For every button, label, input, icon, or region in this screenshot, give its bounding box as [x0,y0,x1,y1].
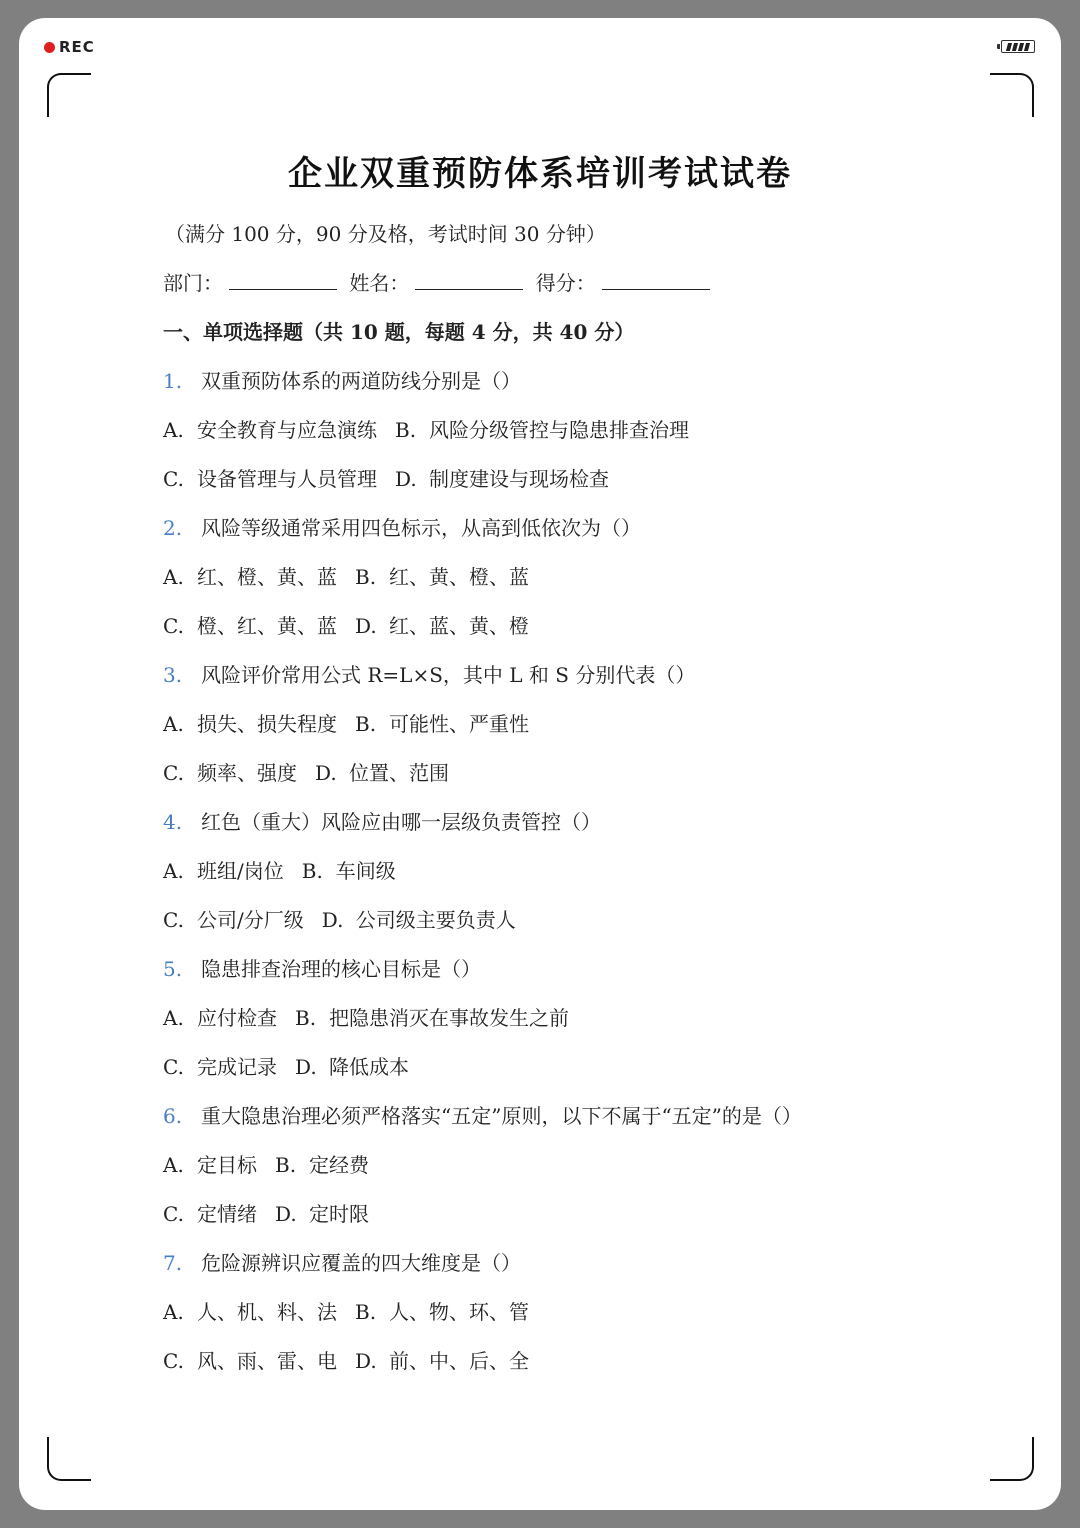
option-key: D. [355,1349,377,1373]
option-text: 人、物、环、管 [389,1300,529,1324]
option-row [163,903,1001,952]
option-text: 定经费 [309,1153,369,1177]
question [163,364,1001,413]
examinee-info [163,266,1001,315]
department-label: 部门： [163,271,223,295]
option-text: 班组/岗位 [197,859,284,883]
recording-label: REC [59,38,95,56]
exam-content [163,217,1001,1393]
option-key: A. [163,418,184,442]
option-key: A. [163,1006,184,1030]
option-key: D. [355,614,377,638]
option-text: 红、橙、黄、蓝 [197,565,337,589]
option-key: B. [355,1300,377,1324]
option-row [163,413,1001,462]
viewfinder-corner-top-right [990,73,1034,117]
option-row [163,1344,1001,1393]
question-number: 4. [163,810,183,834]
option-text: 风、雨、雷、电 [197,1349,337,1373]
option-row [163,1197,1001,1246]
option-key: B. [395,418,417,442]
viewfinder-corner-bottom-right [990,1437,1034,1481]
question-number: 2. [163,516,183,540]
question [163,952,1001,1001]
option-key: A. [163,1300,184,1324]
record-dot-icon [44,42,55,53]
section-heading: 一、单项选择题（共 10 题，每题 4 分，共 40 分） [163,320,635,344]
option-text: 把隐患消灭在事故发生之前 [329,1006,569,1030]
option-key: C. [163,614,184,638]
exam-page [19,18,1061,1510]
option-row [163,462,1001,511]
option-key: D. [321,908,344,932]
score-label: 得分： [535,271,596,295]
option-key: C. [163,1349,184,1373]
option-key: D. [395,467,417,491]
option-text: 安全教育与应急演练 [197,418,377,442]
question [163,511,1001,560]
question-number: 1. [163,369,183,393]
question-text: 风险等级通常采用四色标示，从高到低依次为（） [201,516,641,540]
name-blank[interactable] [415,269,523,290]
question-text: 双重预防体系的两道防线分别是（） [201,369,521,393]
recording-indicator [44,38,95,56]
question-text: 风险评价常用公式 R=L×S，其中 L 和 S 分别代表（） [201,663,696,687]
option-key: C. [163,1055,184,1079]
question [163,658,1001,707]
option-text: 设备管理与人员管理 [197,467,377,491]
question [163,1246,1001,1295]
option-row [163,707,1001,756]
question-number: 6. [163,1104,183,1128]
option-row [163,756,1001,805]
option-key: A. [163,1153,184,1177]
option-key: A. [163,859,184,883]
option-key: B. [295,1006,317,1030]
option-row [163,609,1001,658]
option-key: B. [275,1153,297,1177]
option-row [163,1295,1001,1344]
option-text: 风险分级管控与隐患排查治理 [429,418,689,442]
question [163,805,1001,854]
option-key: A. [163,565,184,589]
question-text: 重大隐患治理必须严格落实“五定”原则，以下不属于“五定”的是（） [201,1104,802,1128]
option-text: 频率、强度 [197,761,297,785]
option-text: 位置、范围 [349,761,449,785]
option-row [163,560,1001,609]
option-text: 可能性、严重性 [389,712,529,736]
viewfinder-corner-bottom-left [47,1437,91,1481]
battery-icon [1001,40,1035,53]
option-text: 前、中、后、全 [389,1349,529,1373]
option-text: 定时限 [309,1202,369,1226]
option-row [163,854,1001,903]
option-row [163,1001,1001,1050]
option-key: B. [355,712,377,736]
option-text: 公司级主要负责人 [355,908,516,932]
option-text: 车间级 [335,859,396,883]
option-row [163,1050,1001,1099]
option-text: 定情绪 [197,1202,257,1226]
exam-subtitle: （满分 100 分，90 分及格，考试时间 30 分钟） [165,222,606,246]
option-key: C. [163,908,184,932]
question [163,1099,1001,1148]
question-number: 5. [163,957,183,981]
question-text: 隐患排查治理的核心目标是（） [201,957,481,981]
department-blank[interactable] [229,269,337,290]
question-number: 3. [163,663,183,687]
option-key: C. [163,761,184,785]
option-key: C. [163,1202,184,1226]
question-text: 红色（重大）风险应由哪一层级负责管控（） [201,810,601,834]
option-text: 制度建设与现场检查 [429,467,609,491]
name-label: 姓名： [349,271,410,295]
option-text: 损失、损失程度 [197,712,337,736]
option-key: D. [315,761,337,785]
option-text: 公司/分厂级 [197,908,304,932]
exam-title: 企业双重预防体系培训考试试卷 [288,154,792,194]
option-key: D. [275,1202,297,1226]
option-text: 降低成本 [329,1055,409,1079]
option-key: C. [163,467,184,491]
option-text: 橙、红、黄、蓝 [197,614,337,638]
option-key: D. [295,1055,317,1079]
option-text: 红、黄、橙、蓝 [389,565,529,589]
question-text: 危险源辨识应覆盖的四大维度是（） [201,1251,521,1275]
option-key: B. [301,859,323,883]
score-blank[interactable] [602,269,710,290]
viewfinder-corner-top-left [47,73,91,117]
option-text: 完成记录 [197,1055,277,1079]
option-text: 红、蓝、黄、橙 [389,614,529,638]
option-text: 应付检查 [197,1006,277,1030]
option-row [163,1148,1001,1197]
option-text: 人、机、料、法 [197,1300,337,1324]
option-key: B. [355,565,377,589]
option-text: 定目标 [197,1153,257,1177]
question-number: 7. [163,1251,183,1275]
option-key: A. [163,712,184,736]
